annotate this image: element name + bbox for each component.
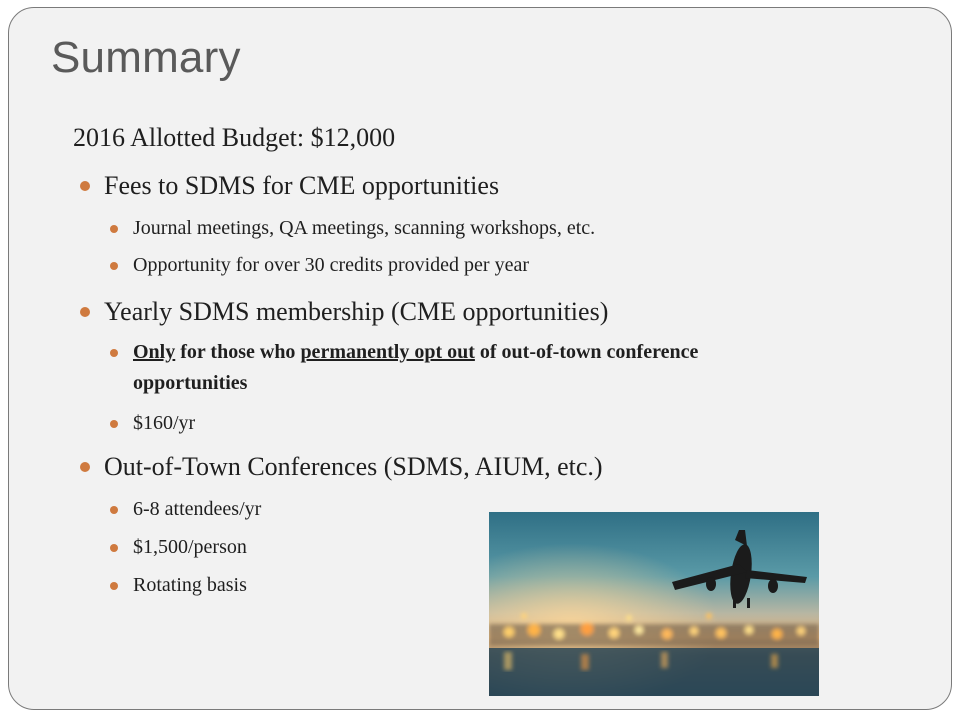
list-item: Journal meetings, QA meetings, scanning workshops, etc. [133,217,596,239]
airplane-sunset-photo [489,512,819,696]
membership-note-line2: opportunities [133,372,248,394]
only-emphasis: Only [133,341,176,363]
bullet-icon [110,582,118,590]
bullet-icon [110,506,118,514]
bullet-icon [80,307,90,317]
budget-line: 2016 Allotted Budget: $12,000 [73,123,396,152]
list-item: $1,500/person [133,536,247,558]
bullet-icon [110,225,118,233]
note-text: of out-of-town conference [474,341,699,363]
slide-title: Summary [51,33,241,82]
bullet-icon [110,262,118,270]
list-item: $160/yr [133,412,196,434]
section-heading-conferences: Out-of-Town Conferences (SDMS, AIUM, etc.) [104,452,603,481]
list-item: 6-8 attendees/yr [133,498,262,520]
bullet-icon [80,462,90,472]
bullet-icon [110,349,118,357]
bullet-icon [110,420,118,428]
slide-frame [8,7,952,710]
membership-note-line1 [133,341,698,364]
list-item: Rotating basis [133,574,247,596]
bullet-icon [80,181,90,191]
section-heading-membership: Yearly SDMS membership (CME opportunities) [104,297,609,326]
opt-out-emphasis: permanently opt out [300,341,475,363]
section-heading-fees: Fees to SDMS for CME opportunities [104,171,500,200]
bullet-icon [110,544,118,552]
note-text: for those who [175,341,301,363]
list-item: Opportunity for over 30 credits provided per year [133,254,529,276]
